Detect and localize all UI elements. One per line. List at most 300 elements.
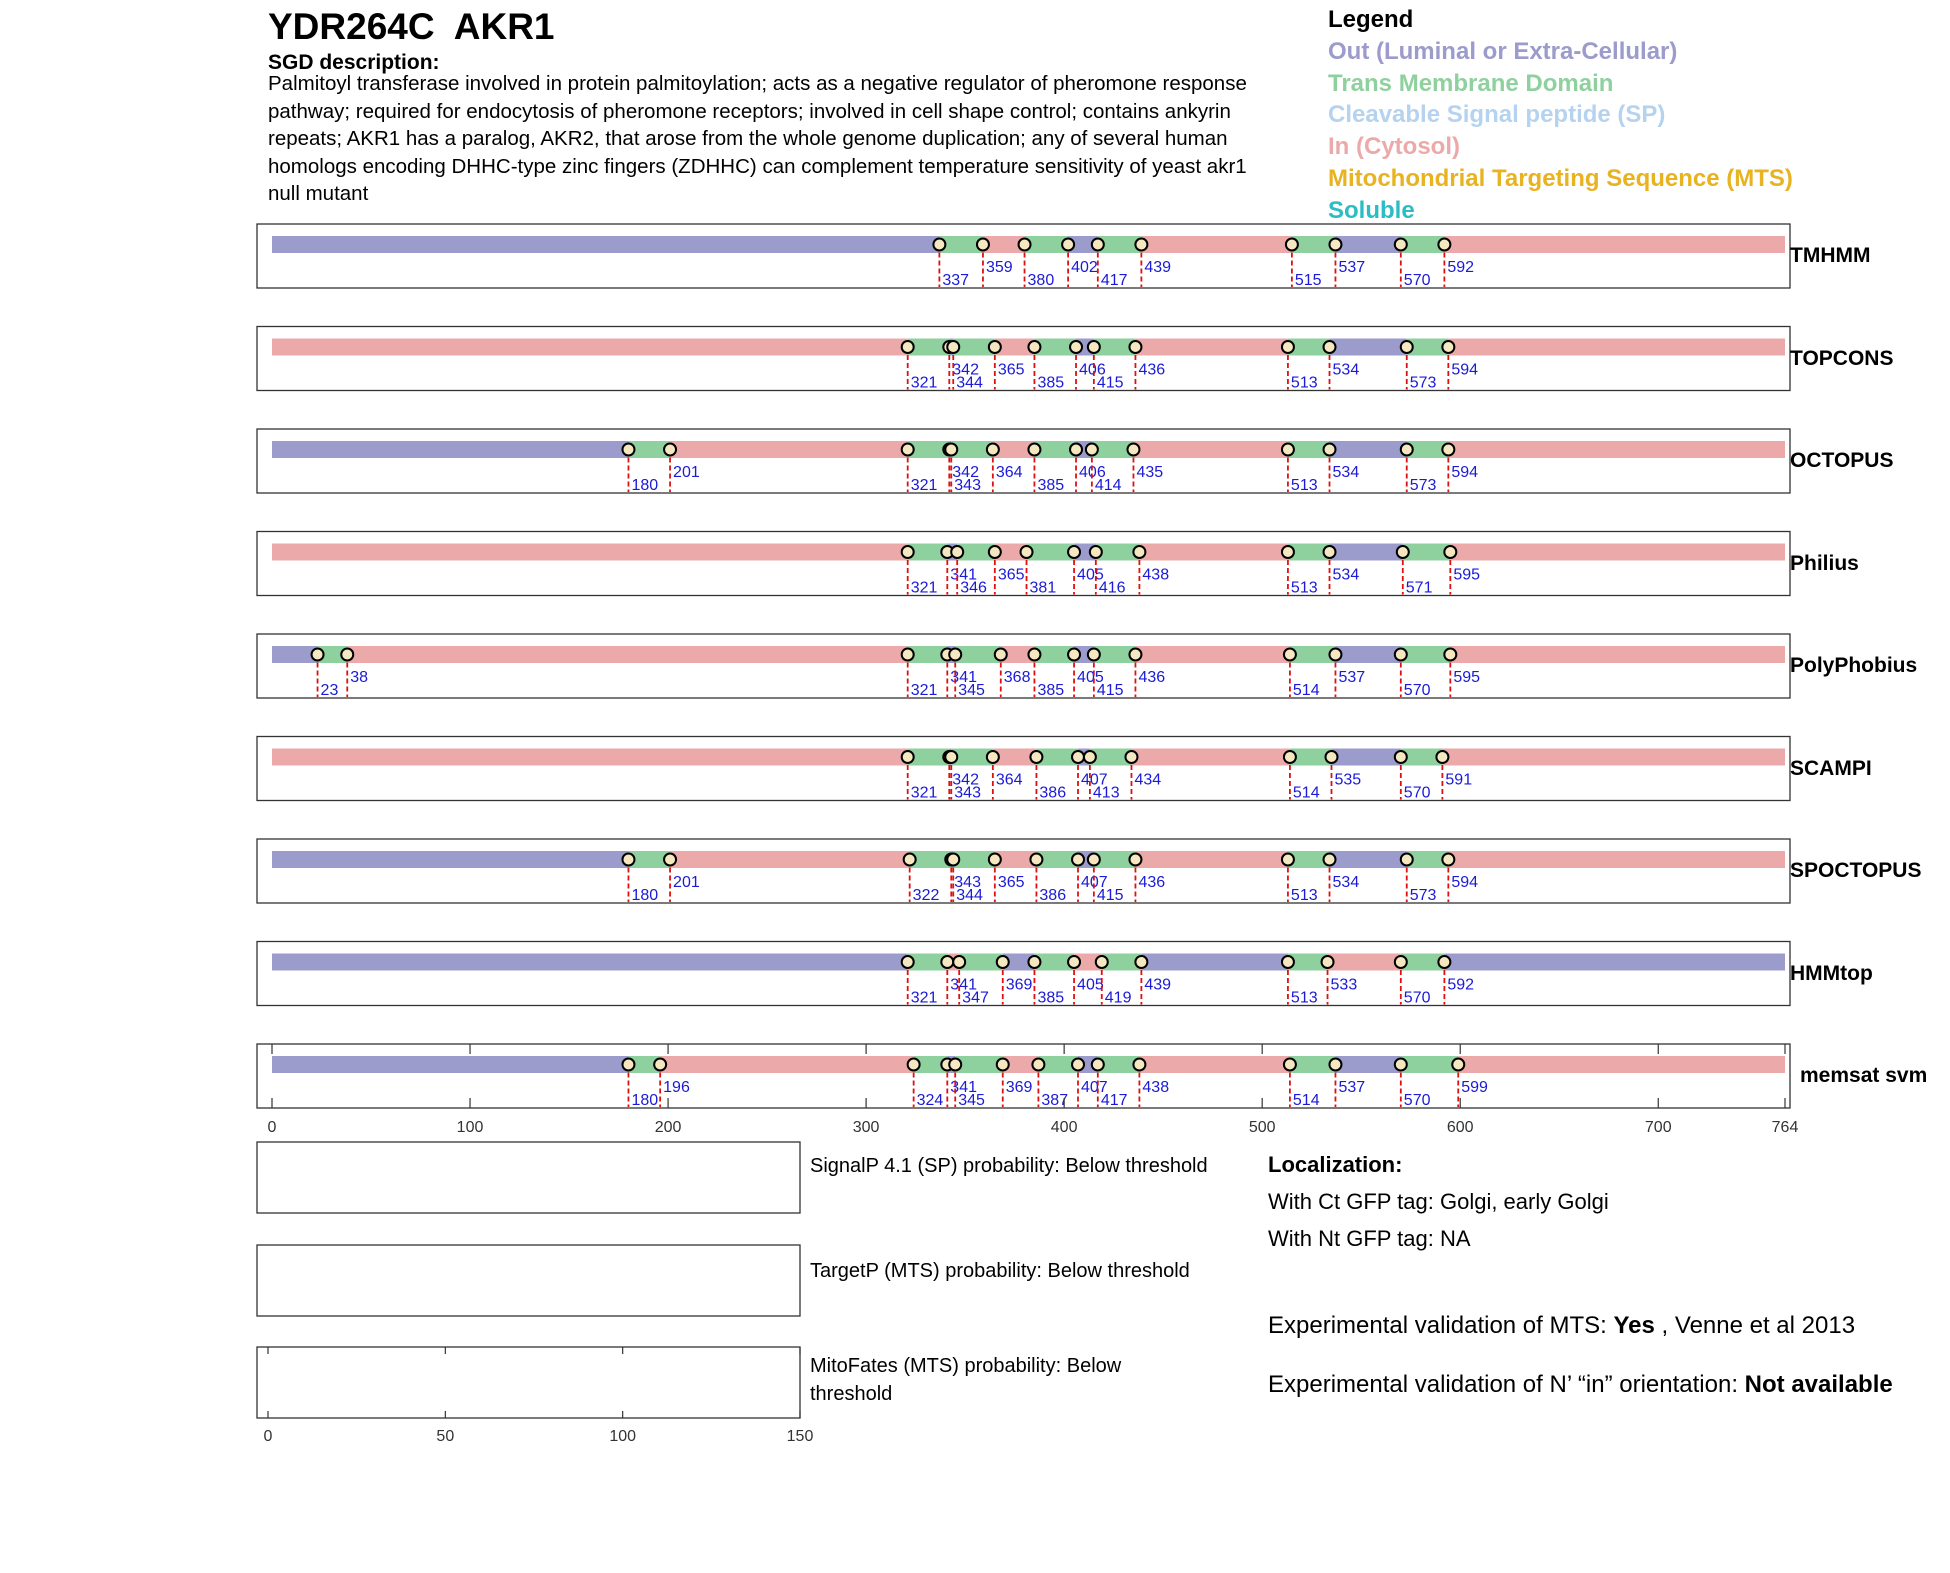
boundary-label: 344 [956, 887, 983, 904]
segment-tm [955, 1056, 1003, 1073]
prob-tick-label: 100 [609, 1428, 637, 1445]
boundary-marker [1284, 1059, 1296, 1071]
boundary-marker [1401, 444, 1413, 456]
boundary-label: 434 [1134, 771, 1162, 789]
boundary-label: 345 [958, 682, 985, 699]
track-label: SPOCTOPUS [1790, 859, 1922, 882]
boundary-label: 341 [950, 1079, 978, 1096]
segment-in [272, 339, 908, 356]
track-box [257, 429, 1790, 493]
segment-out [1330, 544, 1403, 561]
boundary-label: 321 [910, 477, 938, 494]
boundary-label: 537 [1338, 1079, 1366, 1096]
boundary-marker [904, 854, 916, 866]
localization-nt: With Nt GFP tag: NA [1268, 1226, 1471, 1251]
boundary-marker [1090, 546, 1102, 558]
segment-in [1141, 236, 1292, 253]
segment-in [1131, 749, 1289, 766]
boundary-marker [987, 444, 999, 456]
segment-in [347, 646, 907, 663]
track-label: Philius [1790, 551, 1859, 575]
boundary-label: 534 [1332, 464, 1360, 481]
boundary-marker [1086, 444, 1098, 456]
boundary-label: 415 [1096, 887, 1124, 904]
boundary-marker [1284, 649, 1296, 661]
boundary-marker [1088, 341, 1100, 353]
boundary-label: 407 [1081, 771, 1108, 789]
boundary-marker [1401, 341, 1413, 353]
boundary-marker [1395, 751, 1407, 763]
boundary-label: 513 [1290, 887, 1318, 904]
boundary-marker [1442, 341, 1454, 353]
boundary-marker [1282, 341, 1294, 353]
x-tick-label: 500 [1248, 1119, 1276, 1136]
boundary-label: 534 [1332, 361, 1360, 379]
boundary-label: 570 [1403, 1092, 1431, 1109]
boundary-label: 407 [1081, 1079, 1108, 1096]
boundary-marker [1438, 239, 1450, 251]
boundary-marker [1021, 546, 1033, 558]
track-box [257, 532, 1790, 596]
legend-item-out: Out (Luminal or Extra-Cellular) [1328, 37, 1678, 65]
boundary-marker [622, 854, 634, 866]
boundary-label: 417 [1100, 272, 1128, 289]
boundary-label: 337 [942, 272, 970, 289]
legend-item-mts: Mitochondrial Targeting Sequence (MTS) [1328, 164, 1793, 192]
boundary-label: 415 [1096, 374, 1124, 392]
boundary-label: 515 [1294, 272, 1322, 289]
track-box [257, 1044, 1790, 1108]
prob-tick-label: 50 [436, 1428, 455, 1445]
boundary-label: 365 [997, 874, 1025, 891]
boundary-marker [997, 956, 1009, 968]
segment-in [1458, 1056, 1785, 1073]
segment-tm [1401, 1056, 1458, 1073]
boundary-marker [953, 956, 965, 968]
boundary-marker [1129, 341, 1141, 353]
boundary-marker [1395, 239, 1407, 251]
localization-ct: With Ct GFP tag: Golgi, early Golgi [1268, 1189, 1609, 1214]
boundary-label: 573 [1409, 887, 1437, 904]
orientation-validation-label: Experimental validation of N’ “in” orientation: [1268, 1371, 1745, 1398]
boundary-label: 180 [631, 887, 659, 904]
boundary-label: 201 [673, 464, 700, 481]
segment-out [272, 1056, 628, 1073]
track-label: memsat svm [1800, 1064, 1928, 1087]
boundary-label: 196 [663, 1079, 690, 1096]
boundary-label: 435 [1136, 464, 1164, 481]
boundary-marker [1068, 546, 1080, 558]
segment-tm [1027, 544, 1075, 561]
boundary-marker [1322, 956, 1334, 968]
boundary-marker [1129, 854, 1141, 866]
boundary-marker [1282, 854, 1294, 866]
segment-out [1331, 749, 1400, 766]
boundary-marker [1127, 444, 1139, 456]
boundary-marker [1088, 649, 1100, 661]
boundary-label: 369 [1005, 976, 1033, 994]
boundary-marker [902, 956, 914, 968]
boundary-label: 513 [1290, 989, 1318, 1007]
boundary-marker [1324, 854, 1336, 866]
segment-in [670, 441, 908, 458]
boundary-marker [1030, 751, 1042, 763]
mitofates-probability-label: MitoFates (MTS) probability: Below threshold [810, 1355, 1122, 1405]
boundary-label: 570 [1403, 784, 1431, 802]
segment-in [272, 544, 908, 561]
mts-validation-source: , Venne et al 2013 [1654, 1312, 1856, 1339]
boundary-marker [1395, 649, 1407, 661]
boundary-label: 347 [962, 989, 989, 1007]
boundary-label: 438 [1142, 1079, 1170, 1096]
boundary-marker [1442, 444, 1454, 456]
boundary-label: 344 [956, 374, 983, 392]
boundary-marker [622, 444, 634, 456]
boundary-marker [1436, 751, 1448, 763]
boundary-label: 417 [1100, 1092, 1128, 1109]
boundary-marker [1084, 751, 1096, 763]
boundary-marker [1092, 239, 1104, 251]
segment-in [1139, 1056, 1290, 1073]
x-tick-label: 0 [267, 1119, 277, 1136]
boundary-marker [1284, 751, 1296, 763]
boundary-label: 438 [1142, 566, 1170, 584]
boundary-label: 342 [952, 771, 979, 789]
gene-name: AKR1 [453, 6, 555, 47]
segment-in [1135, 851, 1287, 868]
boundary-label: 386 [1039, 784, 1067, 802]
boundary-marker [312, 649, 324, 661]
boundary-label: 514 [1292, 784, 1320, 802]
boundary-label: 385 [1037, 374, 1065, 392]
boundary-marker [1324, 444, 1336, 456]
segment-in [1448, 441, 1785, 458]
boundary-marker [1286, 239, 1298, 251]
boundary-label: 359 [985, 259, 1013, 276]
track-box [257, 839, 1790, 903]
boundary-label: 180 [631, 477, 659, 494]
boundary-label: 324 [916, 1092, 944, 1109]
boundary-label: 38 [350, 669, 369, 686]
segment-out [1444, 954, 1785, 971]
boundary-label: 439 [1144, 976, 1172, 994]
boundary-marker [1395, 1059, 1407, 1071]
boundary-marker [1397, 546, 1409, 558]
boundary-label: 436 [1138, 874, 1166, 891]
boundary-label: 369 [1005, 1079, 1033, 1096]
boundary-marker [1032, 1059, 1044, 1071]
segment-in [670, 851, 910, 868]
boundary-label: 534 [1332, 874, 1360, 891]
boundary-marker [1282, 444, 1294, 456]
segment-in [1450, 646, 1785, 663]
mts-validation-value: Yes [1613, 1312, 1655, 1339]
boundary-marker [1072, 751, 1084, 763]
boundary-label: 343 [954, 784, 981, 802]
boundary-marker [1133, 546, 1145, 558]
boundary-label: 321 [910, 579, 938, 597]
boundary-marker [1072, 1059, 1084, 1071]
boundary-marker [1329, 239, 1341, 251]
x-tick-label: 764 [1771, 1119, 1799, 1136]
boundary-label: 380 [1027, 272, 1055, 289]
boundary-label: 594 [1451, 464, 1479, 481]
boundary-label: 405 [1077, 976, 1104, 994]
boundary-label: 341 [950, 976, 978, 994]
boundary-label: 321 [910, 682, 938, 699]
boundary-marker [1129, 649, 1141, 661]
boundary-marker [951, 546, 963, 558]
boundary-label: 381 [1029, 579, 1057, 597]
boundary-label: 415 [1096, 682, 1124, 699]
boundary-label: 534 [1332, 566, 1360, 584]
boundary-marker [1395, 956, 1407, 968]
boundary-marker [1088, 854, 1100, 866]
boundary-marker [664, 444, 676, 456]
segment-in [1448, 339, 1785, 356]
boundary-label: 439 [1144, 259, 1172, 276]
boundary-marker [1282, 546, 1294, 558]
segment-in [1133, 441, 1287, 458]
probability-box [257, 1245, 800, 1316]
sgd-description-label: SGD description: [268, 51, 440, 74]
boundary-marker [989, 546, 1001, 558]
boundary-marker [1442, 854, 1454, 866]
track-box [257, 327, 1790, 391]
segment-in [1444, 236, 1785, 253]
boundary-marker [989, 341, 1001, 353]
boundary-marker [977, 239, 989, 251]
boundary-label: 365 [997, 361, 1025, 379]
track-label: HMMtop [1790, 961, 1873, 985]
boundary-label: 592 [1447, 259, 1475, 276]
boundary-marker [1135, 239, 1147, 251]
segment-out [1335, 1056, 1400, 1073]
signalp-probability-label: SignalP 4.1 (SP) probability: Below threshold [810, 1155, 1208, 1177]
boundary-label: 321 [910, 784, 938, 802]
boundary-label: 406 [1079, 464, 1106, 481]
segment-in [660, 1056, 913, 1073]
segment-out [272, 954, 908, 971]
segment-in [1135, 339, 1287, 356]
boundary-label: 407 [1081, 874, 1108, 891]
boundary-label: 322 [912, 887, 940, 904]
prob-tick-label: 0 [263, 1428, 273, 1445]
boundary-label: 343 [954, 477, 981, 494]
boundary-marker [987, 751, 999, 763]
boundary-marker [1438, 956, 1450, 968]
boundary-label: 342 [952, 361, 979, 379]
localization-title: Localization: [1268, 1152, 1403, 1177]
boundary-marker [1096, 956, 1108, 968]
legend-item-soluble: Soluble [1328, 196, 1415, 224]
boundary-marker [945, 751, 957, 763]
boundary-label: 321 [910, 989, 938, 1007]
boundary-label: 346 [960, 579, 987, 597]
boundary-label: 573 [1409, 374, 1437, 392]
boundary-label: 573 [1409, 477, 1437, 494]
boundary-marker [1444, 649, 1456, 661]
boundary-marker [989, 854, 1001, 866]
segment-out [1141, 954, 1288, 971]
segment-tm [1403, 544, 1451, 561]
boundary-label: 436 [1138, 669, 1166, 686]
boundary-label: 385 [1037, 989, 1065, 1007]
boundary-label: 537 [1338, 259, 1366, 276]
boundary-label: 341 [950, 566, 978, 584]
track-label: TOPCONS [1790, 346, 1894, 370]
boundary-label: 364 [995, 771, 1023, 789]
legend-item-sp: Cleavable Signal peptide (SP) [1328, 101, 1666, 129]
boundary-marker [947, 341, 959, 353]
boundary-marker [654, 1059, 666, 1071]
boundary-marker [1030, 854, 1042, 866]
boundary-label: 513 [1290, 477, 1318, 494]
probability-box [257, 1347, 800, 1418]
segment-out [272, 236, 939, 253]
boundary-marker [1324, 341, 1336, 353]
track-box [257, 942, 1790, 1006]
boundary-marker [1070, 444, 1082, 456]
segment-out [272, 851, 628, 868]
boundary-label: 537 [1338, 669, 1366, 686]
boundary-label: 594 [1451, 874, 1479, 891]
boundary-marker [902, 546, 914, 558]
boundary-marker [949, 1059, 961, 1071]
boundary-marker [1019, 239, 1031, 251]
boundary-label: 201 [673, 874, 700, 891]
boundary-label: 405 [1077, 566, 1104, 584]
track-label: SCAMPI [1790, 756, 1872, 780]
segment-out [1330, 339, 1407, 356]
boundary-label: 592 [1447, 976, 1475, 994]
boundary-label: 365 [997, 566, 1025, 584]
boundary-label: 436 [1138, 361, 1166, 379]
boundary-label: 386 [1039, 887, 1067, 904]
segment-out [1335, 236, 1400, 253]
boundary-label: 513 [1290, 374, 1318, 392]
segment-out [1330, 441, 1407, 458]
x-tick-label: 100 [456, 1119, 484, 1136]
boundary-label: 385 [1037, 477, 1065, 494]
segment-out [272, 441, 628, 458]
boundary-label: 570 [1403, 682, 1431, 699]
boundary-marker [664, 854, 676, 866]
segment-tm [1401, 646, 1451, 663]
segment-in [1135, 646, 1289, 663]
boundary-marker [945, 444, 957, 456]
boundary-marker [1125, 751, 1137, 763]
boundary-marker [947, 854, 959, 866]
boundary-marker [1325, 751, 1337, 763]
boundary-marker [341, 649, 353, 661]
boundary-marker [1072, 854, 1084, 866]
boundary-label: 591 [1445, 771, 1473, 789]
boundary-marker [1062, 239, 1074, 251]
boundary-label: 513 [1290, 579, 1318, 597]
track-label: TMHMM [1790, 244, 1871, 267]
boundary-marker [1324, 546, 1336, 558]
boundary-marker [1329, 1059, 1341, 1071]
boundary-label: 387 [1041, 1092, 1069, 1109]
boundary-label: 343 [954, 874, 981, 891]
mts-validation-label: Experimental validation of MTS: [1268, 1312, 1614, 1339]
segment-in [272, 749, 908, 766]
boundary-marker [1135, 956, 1147, 968]
boundary-marker [902, 341, 914, 353]
track-box [257, 224, 1790, 288]
track-box [257, 737, 1790, 801]
boundary-label: 413 [1092, 784, 1120, 802]
boundary-label: 570 [1403, 989, 1431, 1007]
boundary-marker [949, 649, 961, 661]
boundary-label: 341 [950, 669, 978, 686]
segment-in [1442, 749, 1785, 766]
segment-in [1450, 544, 1785, 561]
x-tick-label: 400 [1050, 1119, 1078, 1136]
segment-in [1448, 851, 1785, 868]
segment-out [1330, 851, 1407, 868]
boundary-label: 321 [910, 374, 938, 392]
boundary-label: 514 [1292, 682, 1320, 699]
boundary-marker [1070, 341, 1082, 353]
boundary-marker [1444, 546, 1456, 558]
boundary-label: 419 [1104, 989, 1132, 1007]
boundary-label: 595 [1453, 566, 1481, 584]
boundary-marker [1329, 649, 1341, 661]
boundary-marker [1028, 956, 1040, 968]
segment-in [1139, 544, 1288, 561]
boundary-marker [1133, 1059, 1145, 1071]
legend-title: Legend [1328, 6, 1414, 33]
orientation-validation-value: Not available [1744, 1371, 1893, 1398]
boundary-label: 599 [1461, 1079, 1488, 1096]
boundary-marker [1028, 341, 1040, 353]
x-tick-label: 700 [1644, 1119, 1672, 1136]
boundary-label: 342 [952, 464, 979, 481]
boundary-marker [995, 649, 1007, 661]
boundary-label: 416 [1098, 579, 1126, 597]
boundary-label: 405 [1077, 669, 1104, 686]
boundary-marker [902, 751, 914, 763]
targetp-probability-label: TargetP (MTS) probability: Below threshold [810, 1260, 1190, 1282]
boundary-marker [997, 1059, 1009, 1071]
boundary-label: 406 [1079, 361, 1106, 379]
boundary-label: 594 [1451, 361, 1479, 379]
legend-item-tm: Trans Membrane Domain [1328, 69, 1614, 97]
boundary-label: 23 [320, 682, 339, 699]
boundary-marker [1452, 1059, 1464, 1071]
x-tick-label: 300 [852, 1119, 880, 1136]
track-box [257, 634, 1790, 698]
boundary-label: 345 [958, 1092, 985, 1109]
boundary-label: 180 [631, 1092, 659, 1109]
probability-box [257, 1142, 800, 1213]
sgd-description-text: Palmitoyl transferase involved in protein palmitoylation; acts as a negative regulator of pheromone response pathway; required for endocytosis of pheromone receptors; involved in cell shape control; contains ankyrin repeats; AKR1 has a paralog, AKR2, that arose from the whole genome duplication; any of several human homologs encoding DHHC-type zinc fingers (ZDHHC) can complement temperature sensitivity of yeast akr1 null mutant [268, 72, 1247, 205]
boundary-label: 595 [1453, 669, 1481, 686]
boundary-marker [908, 1059, 920, 1071]
boundary-label: 414 [1094, 477, 1122, 494]
boundary-marker [1092, 1059, 1104, 1071]
boundary-marker [1028, 444, 1040, 456]
boundary-label: 402 [1071, 259, 1098, 276]
boundary-label: 533 [1330, 976, 1358, 994]
boundary-label: 535 [1334, 771, 1362, 789]
boundary-marker [1028, 649, 1040, 661]
boundary-marker [933, 239, 945, 251]
boundary-marker [941, 956, 953, 968]
gene-id: YDR264C [268, 6, 435, 47]
